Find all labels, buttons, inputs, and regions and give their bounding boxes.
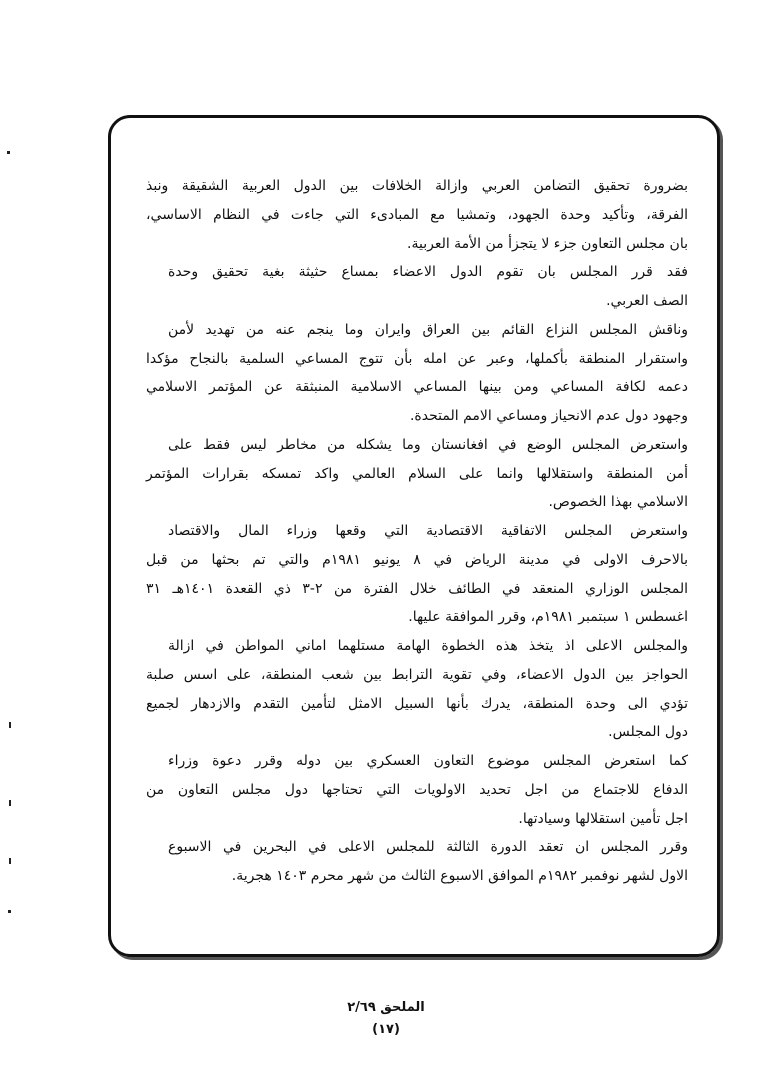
text-line: اغسطس ١ سبتمبر ١٩٨١م، وقرر الموافقة عليها. [408,609,688,626]
text-line: الاسلامي بهذا الخصوص. [548,494,688,511]
text-line: دول المجلس. [608,724,688,741]
text-line: واستقرار المنطقة بأكملها، وعبر عن امله بأن تتوج المساعي السلمية بالنجاح مؤكدا [146,350,688,367]
text-line: أمن المنطقة واستقلالها وانما على السلام العالمي واكد تمسكه بقرارات المؤتمر [146,465,688,482]
text-line: بالاحرف الاولى في مدينة الرياض في ٨ يونيو ١٩٨١م والتي تم بحثها من قبل [146,551,688,568]
text-line: بضرورة تحقيق التضامن العربي وازالة الخلافات بين الدول العربية الشقيقة ونبذ [146,178,688,194]
text-line: تؤدي الى وحدة المنطقة، يدرك بأنها السبيل الامثل لتأمين التقدم والازدهار لجميع [146,695,688,712]
appendix-label: الملحق ٢/٦٩ [347,1000,425,1015]
scan-mark [9,858,11,864]
paragraph-first-line: والمجلس الاعلى اذ يتخذ هذه الخطوة الهامة مستلهما اماني المواطن في ازالة [168,638,688,654]
text-line: المجلس الوزاري المنعقد في الطائف خلال الفترة من ٢-٣ ذي القعدة ١٤٠١هـ ٣١ [146,580,689,597]
text-line: الاول لشهر نوفمبر ١٩٨٢م الموافق الاسبوع الثالث من شهر محرم ١٤٠٣ هجرية. [231,868,688,884]
scan-mark [7,151,10,154]
scan-mark [9,800,11,806]
paragraph-first-line: كما استعرض المجلس موضوع التعاون العسكري بين دوله وقرر دعوة وزراء [168,753,688,769]
page-number: (١٧) [372,1022,400,1037]
text-line: دعمه لكافة المساعي ومن بينها المساعي الاسلامية المنبثقة عن المؤتمر الاسلامي [146,379,688,396]
scan-mark [9,722,11,728]
text-line: الفرقة، وتأكيد وحدة الجهود، وتمشيا مع المبادىء التي جاءت في النظام الاساسي، [146,206,688,223]
paragraph-first-line: وناقش المجلس النزاع القائم بين العراق وايران وما ينجم عنه من تهديد لأمن [168,321,688,338]
scan-mark [8,910,11,913]
paragraph-first-line: واستعرض المجلس الوضع في افغانستان وما يشكله من مخاطر ليس فقط على [168,436,688,453]
text-line: بان مجلس التعاون جزء لا يتجزأ من الأمة العربية. [407,235,688,252]
text-line: وجهود دول عدم الانحياز ومساعي الامم المتحدة. [409,408,688,424]
paragraph-first-line: واستعرض المجلس الاتفاقية الاقتصادية التي وقعها وزراء المال والاقتصاد [168,523,688,539]
paragraph-first-line: وقرر المجلس ان تعقد الدورة الثالثة للمجلس الاعلى في البحرين في الاسبوع [168,839,688,856]
text-line: الحواجز بين الدول الاعضاء، وفي تقوية الترابط بين شعب المنطقة، على اسس صلبة [146,666,688,683]
paragraph-first-line: فقد قرر المجلس بان تقوم الدول الاعضاء بمساع حثيثة بغية تحقيق وحدة [168,264,688,281]
text-line: الصف العربي. [606,293,688,309]
text-line: الدفاع للاجتماع من اجل تحديد الاولويات التي تحتاجها دول مجلس التعاون من [146,781,688,798]
text-line: اجل تأمين استقلالها وسيادتها. [518,810,688,827]
